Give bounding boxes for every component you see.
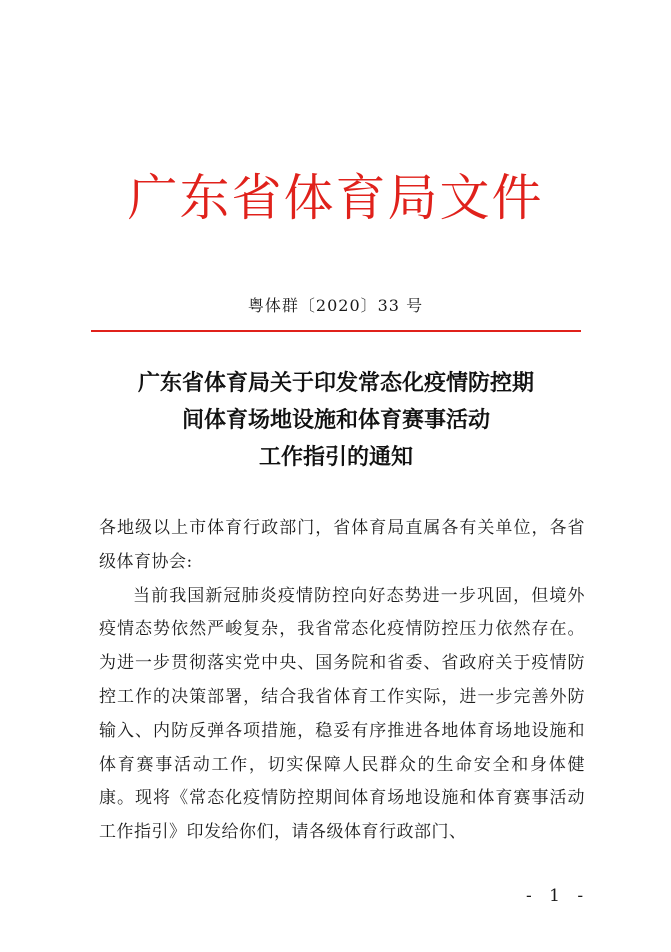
salutation: 各地级以上市体育行政部门，省体育局直属各有关单位，各省级体育协会: [99,518,585,572]
page-number: - 1 - [526,886,590,906]
document-title [90,365,582,476]
title-line: 工作指引的通知 [258,445,413,470]
document-header: 广东省体育局文件 [127,169,544,227]
document-number: 粤体群〔2020〕33 号 [247,296,424,315]
title-line: 广东省体育局关于印发常态化疫情防控期 [137,371,534,396]
title-line: 间体育场地设施和体育赛事活动 [181,408,490,433]
red-divider [91,330,581,332]
body-paragraph: 当前我国新冠肺炎疫情防控向好态势进一步巩固，但境外疫情态势依然严峻复杂，我省常态化疫情防控压力依然存在。为进一步贯彻落实党中央、国务院和省委、省政府关于疫情防控工作的决策部署，结合我省体育工作实际，进一步完善外防输入、内防反弹各项措施，稳妥有序推进各地体育场地设施和体育赛事活动工作，切实保障人民群众的生命安全和身体健康。现将《常态化疫情防控期间体育场地设施和体育赛事活动工作指引》印发给你们，请各级体育行政部门、 [99,585,585,843]
document-body [99,512,585,850]
